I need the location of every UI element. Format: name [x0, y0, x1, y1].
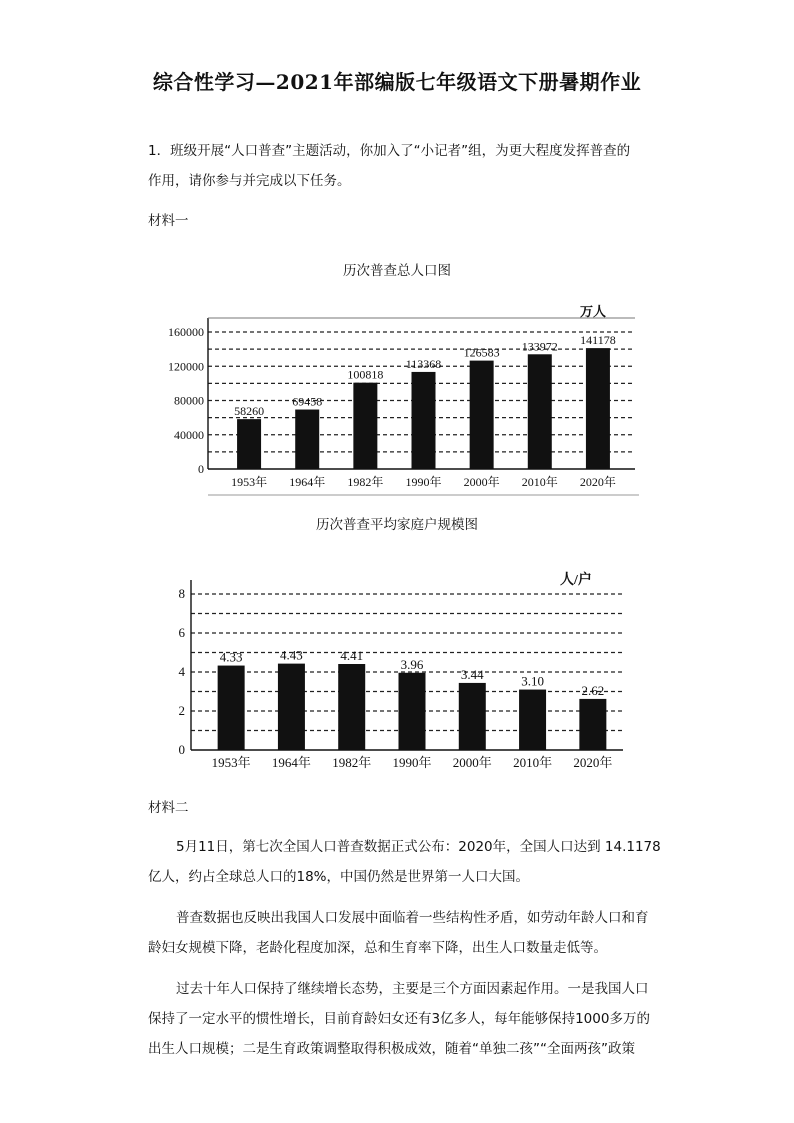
x-tick-label: 1982年: [347, 475, 384, 489]
material-2-p3-line2: 保持了一定水平的惯性增长，目前育龄妇女还有3亿多人，每年能够保持1000多万的: [148, 1011, 650, 1027]
bar-value-label: 126583: [463, 345, 500, 360]
material-2-label: 材料二: [148, 800, 189, 816]
material-2-p2-line1: 普查数据也反映出我国人口发展中面临着一些结构性矛盾，如劳动年龄人口和育: [176, 910, 649, 926]
x-tick-label: 2020年: [573, 755, 613, 770]
x-tick-label: 1964年: [271, 755, 311, 770]
bar-value-label: 3.10: [521, 673, 544, 689]
x-tick-label: 2010年: [513, 755, 553, 770]
material-2-p3-line3: 出生人口规模；二是生育政策调整取得积极成效，随着“单独二孩”“全面两孩”政策: [148, 1041, 635, 1057]
bar-value-label: 100818: [347, 367, 384, 382]
bar: [237, 419, 261, 469]
question-line-1: 1．班级开展“人口普查”主题活动，你加入了“小记者”组，为更大程度发挥普查的: [148, 143, 631, 159]
bar: [278, 664, 305, 750]
bar: [218, 666, 245, 750]
bar-value-label: 141178: [580, 333, 616, 348]
material-2-p1-line1: 5月11日，第七次全国人口普查数据正式公布：2020年，全国人口达到 14.1178: [176, 839, 661, 855]
household-size-chart: [165, 562, 635, 777]
x-tick-label: 1990年: [392, 755, 432, 770]
y-tick-label: 6: [178, 625, 185, 640]
x-tick-label: 2000年: [452, 755, 492, 770]
unit-label: 人/户: [560, 573, 592, 588]
bar: [586, 348, 610, 469]
x-tick-label: 1964年: [289, 475, 326, 489]
question-line-2: 作用，请你参与并完成以下任务。: [148, 173, 351, 189]
bar-value-label: 133972: [521, 339, 558, 354]
bar-value-label: 2.62: [581, 682, 605, 698]
x-tick-label: 1953年: [231, 475, 268, 489]
bar: [519, 690, 546, 750]
x-tick-label: 1990年: [405, 475, 442, 489]
y-tick-label: 0: [178, 742, 185, 757]
bar-value-label: 3.96: [400, 656, 424, 672]
chart-1-title: 历次普查总人口图: [343, 263, 451, 279]
y-tick-label: 120000: [168, 359, 204, 374]
y-tick-label: 40000: [174, 427, 204, 442]
x-tick-label: 1953年: [211, 755, 251, 770]
x-tick-label: 2010年: [521, 475, 558, 489]
bar-value-label: 3.44: [460, 666, 484, 682]
bar: [399, 673, 426, 750]
bar-value-label: 4.33: [219, 649, 243, 665]
bar: [353, 383, 377, 469]
unit-label: 万人: [580, 304, 607, 319]
bar: [338, 664, 365, 750]
x-tick-label: 2000年: [463, 475, 500, 489]
bar-value-label: 69458: [292, 394, 323, 409]
page-title: 综合性学习—2021年部编版七年级语文下册暑期作业: [152, 70, 642, 94]
material-2-p3-line1: 过去十年人口保持了继续增长态势，主要是三个方面因素起作用。一是我国人口: [176, 981, 649, 997]
x-tick-label: 2020年: [579, 475, 616, 489]
material-1-label: 材料一: [148, 213, 189, 229]
bar-value-label: 4.41: [340, 648, 364, 664]
bar-value-label: 4.43: [280, 647, 303, 663]
population-chart: [150, 296, 640, 496]
y-tick-label: 8: [178, 586, 185, 601]
chart-2-title: 历次普查平均家庭户规模图: [316, 517, 478, 533]
material-2-p2-line2: 龄妇女规模下降，老龄化程度加深，总和生育率下降，出生人口数量走低等。: [148, 940, 607, 956]
bar: [470, 361, 494, 469]
x-tick-label: 1982年: [332, 755, 372, 770]
bar: [295, 410, 319, 469]
bar: [528, 354, 552, 469]
material-2-p1-line2: 亿人，约占全球总人口的18%，中国仍然是世界第一人口大国。: [148, 869, 530, 885]
y-tick-label: 80000: [174, 393, 204, 408]
y-tick-label: 160000: [168, 325, 204, 339]
y-tick-label: 0: [198, 462, 204, 476]
y-tick-label: 2: [178, 703, 185, 718]
y-tick-label: 4: [178, 664, 185, 679]
bar-value-label: 58260: [234, 404, 265, 419]
bar: [459, 683, 486, 750]
bar: [412, 372, 436, 469]
bar-value-label: 113368: [405, 356, 442, 371]
bar: [579, 699, 606, 750]
